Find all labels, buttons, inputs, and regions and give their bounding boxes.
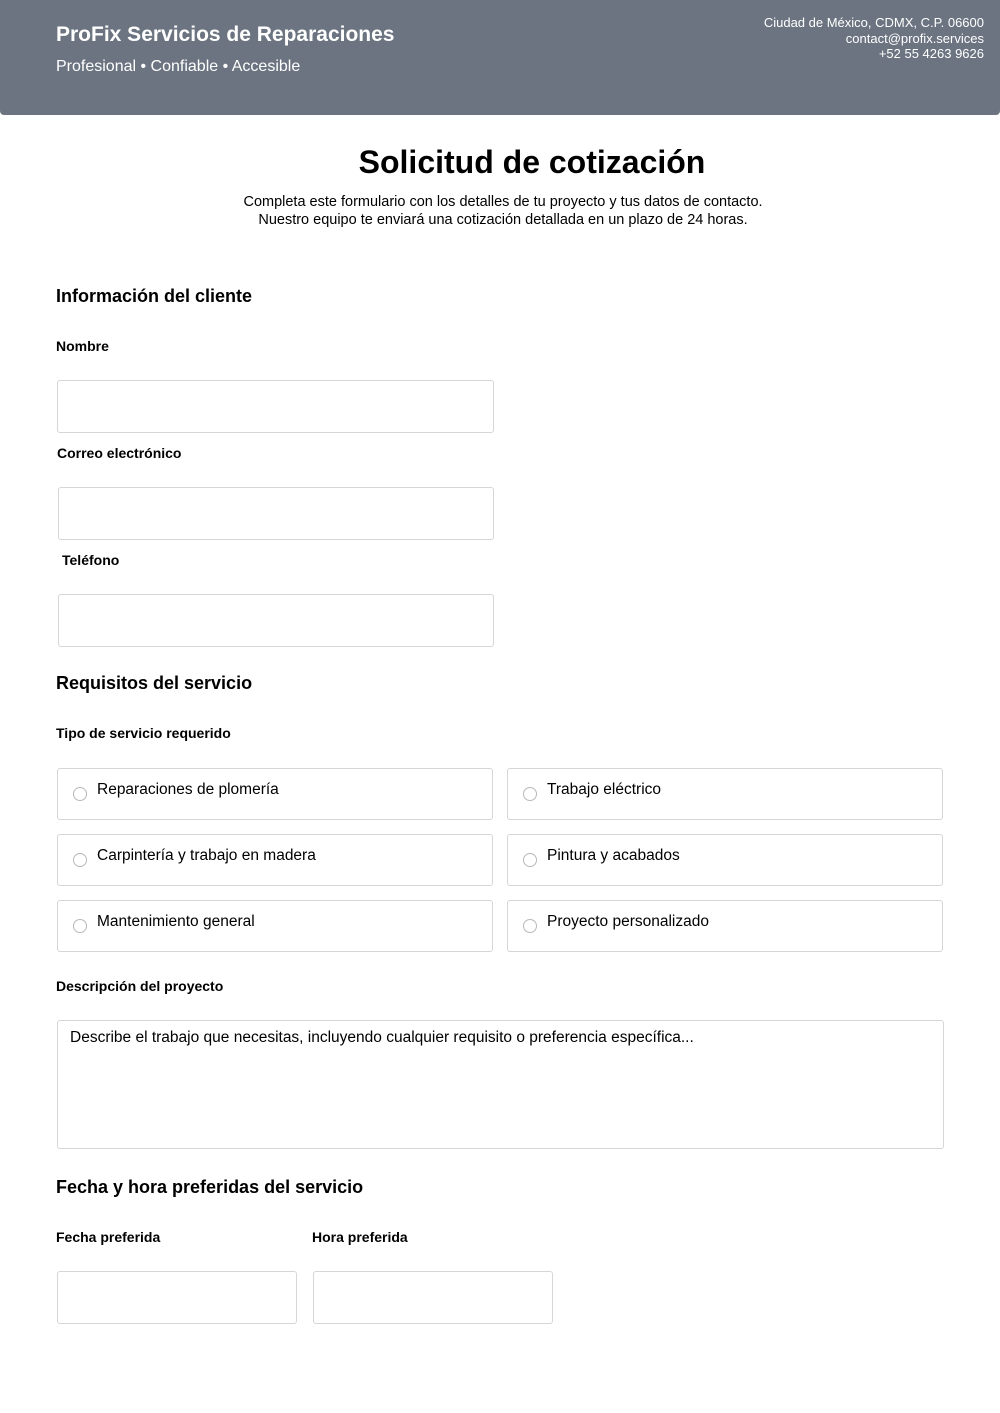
service-option-electrical[interactable] <box>507 768 943 820</box>
description-textarea[interactable] <box>57 1020 944 1149</box>
service-option-carpentry[interactable] <box>57 834 493 886</box>
phone-input[interactable] <box>58 594 494 647</box>
radio-icon[interactable] <box>523 853 537 867</box>
brand-tagline: Profesional • Confiable • Accesible <box>56 58 301 75</box>
radio-icon[interactable] <box>523 919 537 933</box>
contact-email[interactable]: contact@profix.services <box>845 30 984 46</box>
email-input[interactable] <box>58 487 494 540</box>
contact-info <box>764 15 984 62</box>
service-option-label: Carpintería y trabajo en madera <box>97 847 316 864</box>
name-label: Nombre <box>56 338 109 354</box>
description-placeholder: Describe el trabajo que necesitas, incluyendo cualquier requisito o preferencia específica... <box>70 1029 694 1046</box>
form-intro <box>0 193 1000 229</box>
brand-name: ProFix Servicios de Reparaciones <box>56 23 395 46</box>
service-option-label: Mantenimiento general <box>97 913 255 930</box>
intro-line-1: Completa este formulario con los detalles de tu proyecto y tus datos de contacto. <box>243 194 763 210</box>
service-option-maintenance[interactable] <box>57 900 493 952</box>
service-option-label: Pintura y acabados <box>547 847 680 864</box>
time-label: Hora preferida <box>312 1229 408 1245</box>
service-option-label: Reparaciones de plomería <box>97 781 279 798</box>
intro-line-2: Nuestro equipo te enviará una cotización detallada en un plazo de 24 horas. <box>258 212 748 228</box>
page-title: Solicitud de cotización <box>358 144 706 180</box>
client-section-title: Información del cliente <box>56 286 253 306</box>
service-option-plumbing[interactable] <box>57 768 493 820</box>
radio-icon[interactable] <box>73 787 87 801</box>
description-label: Descripción del proyecto <box>56 978 224 994</box>
date-label: Fecha preferida <box>56 1229 161 1245</box>
service-section-title: Requisitos del servicio <box>56 673 253 693</box>
contact-phone[interactable]: +52 55 4263 9626 <box>878 46 984 61</box>
name-input[interactable] <box>57 380 494 433</box>
radio-icon[interactable] <box>523 787 537 801</box>
radio-icon[interactable] <box>73 919 87 933</box>
service-option-custom[interactable] <box>507 900 943 952</box>
radio-icon[interactable] <box>73 853 87 867</box>
date-input[interactable] <box>57 1271 297 1324</box>
page-header <box>0 0 1000 115</box>
time-input[interactable] <box>313 1271 553 1324</box>
phone-label: Teléfono <box>62 552 120 568</box>
service-type-label: Tipo de servicio requerido <box>56 725 231 741</box>
service-option-painting[interactable] <box>507 834 943 886</box>
contact-address: Ciudad de México, CDMX, C.P. 06600 <box>763 15 984 30</box>
email-label: Correo electrónico <box>57 445 182 461</box>
schedule-section-title: Fecha y hora preferidas del servicio <box>56 1177 364 1197</box>
service-option-label: Proyecto personalizado <box>547 913 709 930</box>
service-option-label: Trabajo eléctrico <box>547 781 662 798</box>
